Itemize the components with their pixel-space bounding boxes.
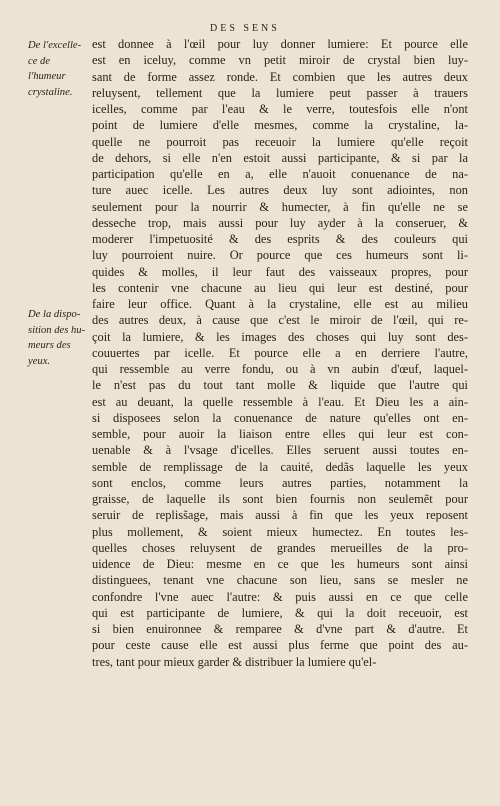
text-line: si disposees selon la conuenance de nature qu'elles ont en- xyxy=(92,410,468,425)
text-line: sant de forme assez ronde. Et combien que les autres deux xyxy=(92,69,468,84)
text-line: moderer l'impetuosité & des esprits & des couleurs qui xyxy=(92,232,468,246)
text-line: confondre l'vne auec l'autre: & puis aussi en ce que celle xyxy=(92,589,468,604)
body-text xyxy=(92,36,468,670)
text-line: plus mollement, & soient mieux humectez. En toutes les- xyxy=(92,524,468,539)
text-line: participation qu'elle en a, elle n'auoit conuenance de na- xyxy=(92,167,468,181)
text-line: point de lumiere d'elle mesmes, comme la crystaline, la- xyxy=(92,118,468,133)
text-line: uidence de Dieu: mesme en ce que les humeurs sont ainsi xyxy=(92,557,468,571)
text-line: est donnee à l'œil pour luy donner lumiere: Et pource elle xyxy=(92,37,468,51)
running-head: DES SENS xyxy=(210,23,280,34)
text-line: le n'est pas du tout tant molle & liquide que l'autre qui xyxy=(92,378,468,393)
text-line: desseche trop, mais aussi pour luy ayder à la conseruer, & xyxy=(92,215,468,230)
text-line: ture auec icelle. Les autres deux luy sont adiointes, non xyxy=(92,183,468,198)
margin-note-line: meurs des xyxy=(28,340,71,351)
text-line: quelles choses reluysent de grandes merueilles de la pro- xyxy=(92,540,468,555)
text-line: des autres deux, à cause que c'est le miroir de l'œil, qui re- xyxy=(92,313,468,328)
margin-note-line: De l'excelle- xyxy=(28,40,82,51)
margin-note-disposition xyxy=(28,307,90,369)
margin-note-line: crystaline. xyxy=(28,86,73,98)
margin-note-line: ce de l'humeur xyxy=(28,55,66,82)
text-line: reluysent, tellement que la lumiere peut passer à trauers xyxy=(92,85,468,100)
text-line: semble, pour auoir la liaison entre elles qui leur est con- xyxy=(92,427,468,441)
text-line: qui ressemble au verre fondu, ou à vn aubin d'œuf, laquel- xyxy=(92,362,468,376)
margin-note-line: sition des hu- xyxy=(28,324,86,336)
text-line: les contenir vne chacune au lieu qui leur est destiné, pour xyxy=(92,280,468,295)
text-line: seulement pour la nourrir & humecter, à fin qu'elle ne se xyxy=(92,199,468,214)
text-line: semble de remplissage de la cauité, dedãs laquelle les yeux xyxy=(92,459,468,474)
text-line: tres, tant pour mieux garder & distribuer la lumiere qu'el- xyxy=(92,654,377,669)
text-line: icelles, comme par l'eau & le verre, toutesfois elle n'ont xyxy=(92,102,468,116)
text-line: luy pourroient nuire. Or pource que ces humeurs sont li- xyxy=(92,248,468,263)
text-line: qui est participante de lumiere, & qui la doit receuoir, est xyxy=(92,605,468,620)
margin-note-line: De la dispo- xyxy=(28,309,81,320)
text-line: faire leur office. Quant à la crystaline, elle est au milieu xyxy=(92,297,468,311)
text-line: quides & molles, il leur faut des vaisseaux propres, pour xyxy=(92,264,468,279)
margin-note-line: yeux. xyxy=(28,355,51,367)
text-line: de dehors, si elle n'en estoit aussi participante, & si par la xyxy=(92,150,468,165)
text-line: uenable & à l'vsage d'icelles. Elles seruent aussi toutes en- xyxy=(92,443,468,458)
text-line: pour ceste cause elle est aussi plus ferme que point des au- xyxy=(92,638,468,653)
text-line: est au deuant, la quelle ressemble à l'eau. Et Dieu les a ain- xyxy=(92,394,468,409)
text-line: si bien enuironnee & remparee & d'vne part & d'autre. Et xyxy=(92,622,468,636)
text-line: çoit la lumiere, & les images des choses qui luy sont des- xyxy=(92,329,468,344)
text-line: quelle ne pourroit pas receuoir la lumiere qu'elle reçoit xyxy=(92,134,468,149)
text-line: seruir de repliss̃age, mais aussi à fin que les yeux reposent xyxy=(92,508,468,523)
margin-note-excellence xyxy=(28,38,90,100)
text-line: sont enclos, comme leurs autres parties, notamment la xyxy=(92,475,468,490)
text-line: distinguees, tenant vne chacune son lieu, sans se mesler ne xyxy=(92,573,468,588)
text-line: couuertes par icelle. Et pource elle a en derriere l'autre, xyxy=(92,345,468,360)
text-line: est en iceluy, comme vn petit miroir de crystal bien luy- xyxy=(92,53,468,68)
text-line: graisse, de laquelle ils sont bien fournis non seulemẽt pour xyxy=(92,492,468,506)
